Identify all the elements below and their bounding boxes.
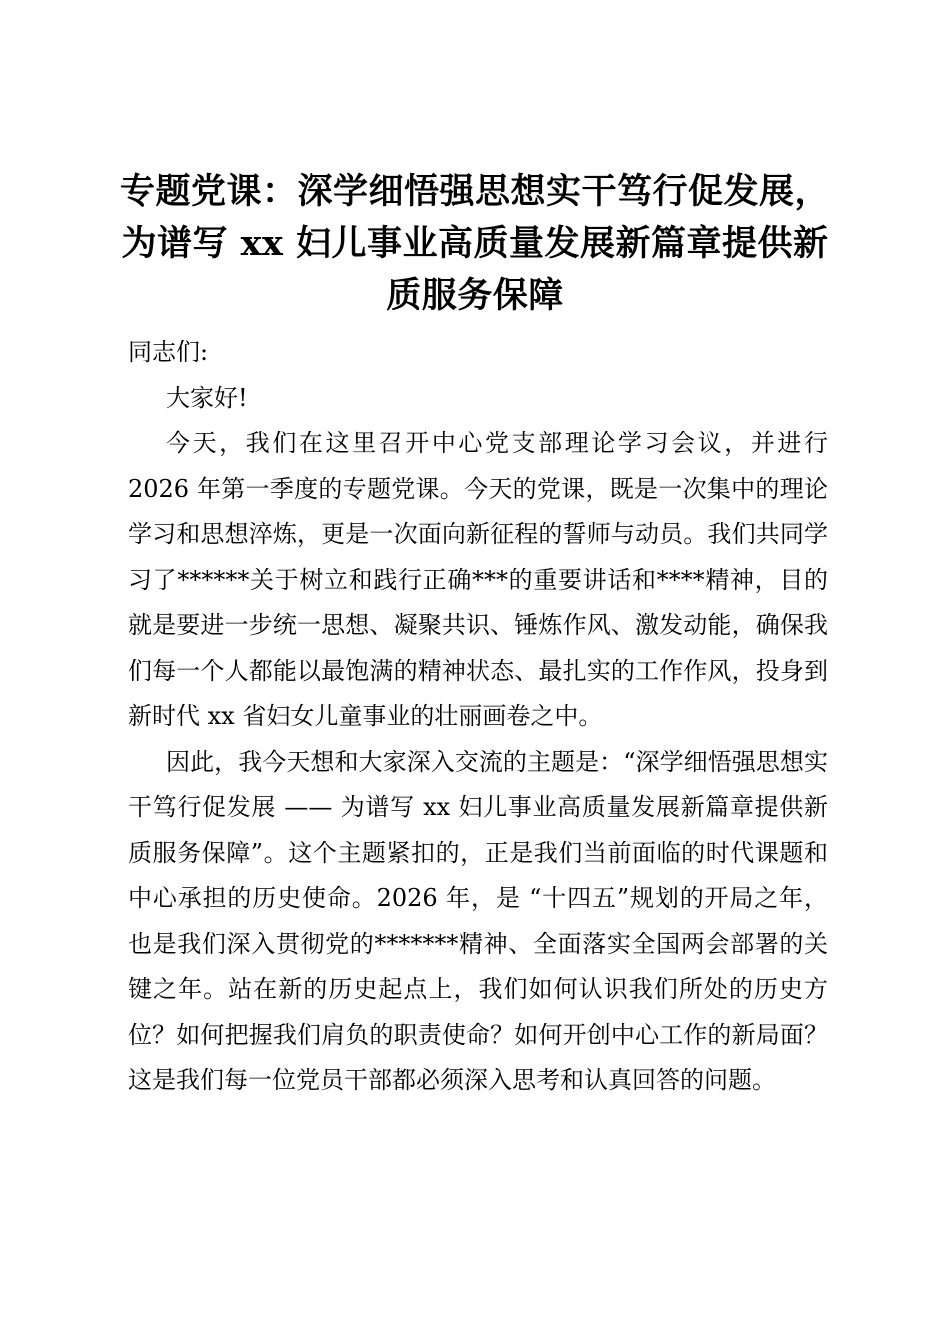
salutation: 同志们:: [128, 338, 209, 366]
paragraph-greeting: 大家好!: [166, 383, 248, 412]
paragraph-theme: 因此，我今天想和大家深入交流的主题是：“深学细悟强思想实干笃行促发展 —— 为谱写 xx 妇儿事业高质量发展新篇章提供新质服务保障”。这个主题紧扣的，正是我们当前面临的时代课题和中心承担的历史使命。2026 年，是 “十四五”规划的开局之年，也是我们深入贯彻党的*******精神、全面落实全国两会部署的关键之年。站在新的历史起点上，我们如何认识我们所处的历史方位？如何把握我们肩负的职责使命？如何开创中心工作的新局面？这是我们每一位党员干部都必须深入思考和认真回答的问题。: [128, 747, 828, 1094]
document-title: 专题党课：深学细悟强思想实干笃行促发展，为谱写 xx 妇儿事业高质量发展新篇章提供新质服务保障: [120, 171, 831, 316]
document-body: [128, 330, 828, 1104]
paragraph-introduction: 今天，我们在这里召开中心党支部理论学习会议，并进行 2026 年第一季度的专题党课。今天的党课，既是一次集中的理论学习和思想淬炼，更是一次面向新征程的誓师与动员。我们共同学习了******关于树立和践行正确***的重要讲话和****精神，目的就是要进一步统一思想、凝聚共识、锤炼作风、激发动能，确保我们每一个人都能以最饱满的精神状态、最扎实的工作作风，投身到新时代 xx 省妇女儿童事业的壮丽画卷之中。: [128, 429, 828, 730]
